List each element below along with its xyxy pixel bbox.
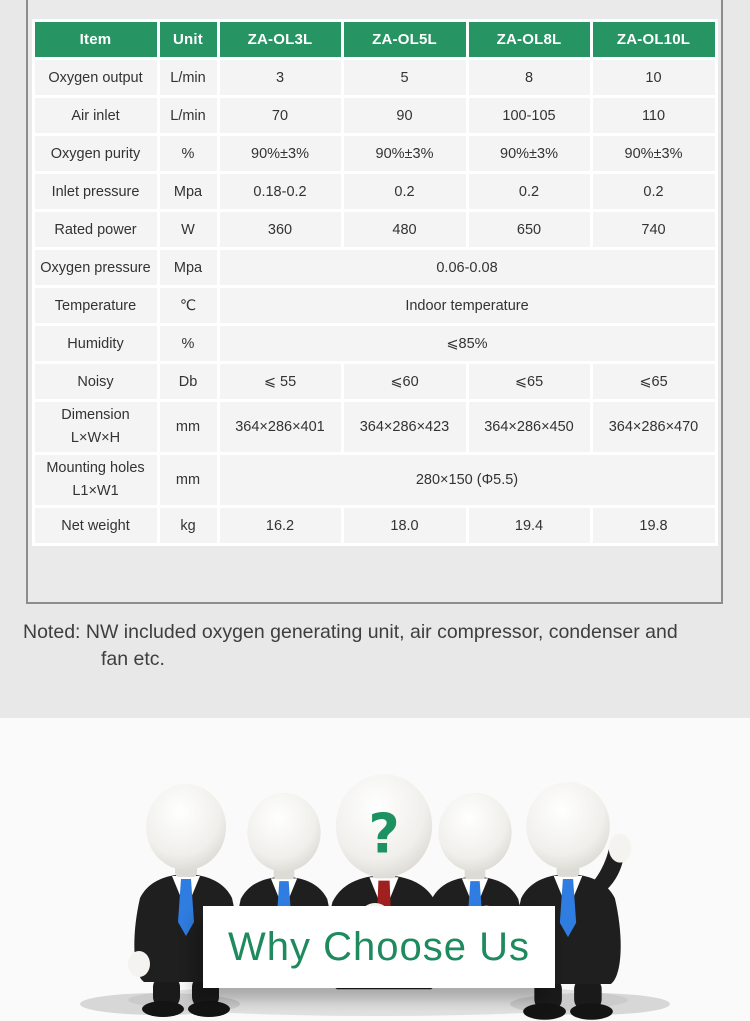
value-cell: 19.8 xyxy=(591,507,716,545)
table-row-humidity xyxy=(33,325,716,363)
promo-section xyxy=(0,718,750,1021)
unit-cell: Mpa xyxy=(158,249,218,287)
column-header-model4: ZA-OL10L xyxy=(591,21,716,59)
row-label: Oxygen pressure xyxy=(33,249,158,287)
value-cell: 3 xyxy=(218,59,342,97)
value-cell: 364×286×423 xyxy=(342,401,467,454)
why-choose-us-banner xyxy=(203,906,555,988)
value-cell: 90%±3% xyxy=(342,135,467,173)
value-cell: 364×286×401 xyxy=(218,401,342,454)
header-row xyxy=(33,21,716,59)
unit-cell: Mpa xyxy=(158,173,218,211)
value-cell: ⩽ 55 xyxy=(218,363,342,401)
value-cell: 740 xyxy=(591,211,716,249)
column-header-model2: ZA-OL5L xyxy=(342,21,467,59)
row-label: Oxygen output xyxy=(33,59,158,97)
row-label xyxy=(33,401,158,454)
row-label xyxy=(33,454,158,507)
row-label: Temperature xyxy=(33,287,158,325)
table-row-temperature xyxy=(33,287,716,325)
column-header-unit: Unit xyxy=(158,21,218,59)
table-row-oxygen-purity xyxy=(33,135,716,173)
value-cell: 16.2 xyxy=(218,507,342,545)
unit-cell: L/min xyxy=(158,59,218,97)
value-cell-span: 280×150 (Φ5.5) xyxy=(218,454,716,507)
value-cell: 19.4 xyxy=(467,507,591,545)
unit-cell: L/min xyxy=(158,97,218,135)
table-row-oxygen-output xyxy=(33,59,716,97)
row-label: Oxygen purity xyxy=(33,135,158,173)
spec-card xyxy=(26,0,723,604)
unit-cell: ℃ xyxy=(158,287,218,325)
row-label-line1: Mounting holes xyxy=(46,460,145,476)
table-row-oxygen-pressure xyxy=(33,249,716,287)
value-cell-span: Indoor temperature xyxy=(218,287,716,325)
table-row-noisy xyxy=(33,363,716,401)
table-row-dimension xyxy=(33,401,716,454)
table-row-net-weight xyxy=(33,507,716,545)
row-label: Net weight xyxy=(33,507,158,545)
question-mark: ? xyxy=(368,802,400,866)
value-cell: 364×286×450 xyxy=(467,401,591,454)
table-row-mounting-holes xyxy=(33,454,716,507)
column-header-item: Item xyxy=(33,21,158,59)
unit-cell: % xyxy=(158,135,218,173)
unit-cell: % xyxy=(158,325,218,363)
value-cell: ⩽65 xyxy=(467,363,591,401)
row-label-line2: L1×W1 xyxy=(72,483,119,499)
row-label-line2: L×W×H xyxy=(70,430,121,446)
value-cell: 0.2 xyxy=(342,173,467,211)
value-cell: 364×286×470 xyxy=(591,401,716,454)
column-header-model3: ZA-OL8L xyxy=(467,21,591,59)
unit-cell: Db xyxy=(158,363,218,401)
value-cell: 0.2 xyxy=(467,173,591,211)
row-label: Inlet pressure xyxy=(33,173,158,211)
row-label: Rated power xyxy=(33,211,158,249)
value-cell: 0.18-0.2 xyxy=(218,173,342,211)
value-cell: 10 xyxy=(591,59,716,97)
table-row-rated-power xyxy=(33,211,716,249)
value-cell: 650 xyxy=(467,211,591,249)
value-cell: 90%±3% xyxy=(467,135,591,173)
value-cell: 18.0 xyxy=(342,507,467,545)
value-cell-span: 0.06-0.08 xyxy=(218,249,716,287)
unit-cell: kg xyxy=(158,507,218,545)
unit-cell: mm xyxy=(158,401,218,454)
column-header-model1: ZA-OL3L xyxy=(218,21,342,59)
unit-cell: W xyxy=(158,211,218,249)
note-text xyxy=(23,619,727,673)
value-cell: 8 xyxy=(467,59,591,97)
value-cell: ⩽65 xyxy=(591,363,716,401)
unit-cell: mm xyxy=(158,454,218,507)
table-row-inlet-pressure xyxy=(33,173,716,211)
banner-title: Why Choose Us xyxy=(228,924,530,969)
value-cell: 360 xyxy=(218,211,342,249)
value-cell: 5 xyxy=(342,59,467,97)
note-line2: fan etc. xyxy=(101,648,165,670)
value-cell: 0.2 xyxy=(591,173,716,211)
row-label-line1: Dimension xyxy=(61,407,130,423)
value-cell: 110 xyxy=(591,97,716,135)
value-cell: 70 xyxy=(218,97,342,135)
value-cell: ⩽60 xyxy=(342,363,467,401)
value-cell: 480 xyxy=(342,211,467,249)
table-row-air-inlet xyxy=(33,97,716,135)
note-line1: Noted: NW included oxygen generating unit, air compressor, condenser and xyxy=(23,621,678,643)
value-cell: 90%±3% xyxy=(218,135,342,173)
value-cell-span: ⩽85% xyxy=(218,325,716,363)
row-label: Noisy xyxy=(33,363,158,401)
row-label: Air inlet xyxy=(33,97,158,135)
value-cell: 90 xyxy=(342,97,467,135)
value-cell: 100-105 xyxy=(467,97,591,135)
row-label: Humidity xyxy=(33,325,158,363)
value-cell: 90%±3% xyxy=(591,135,716,173)
spec-table xyxy=(32,19,718,546)
